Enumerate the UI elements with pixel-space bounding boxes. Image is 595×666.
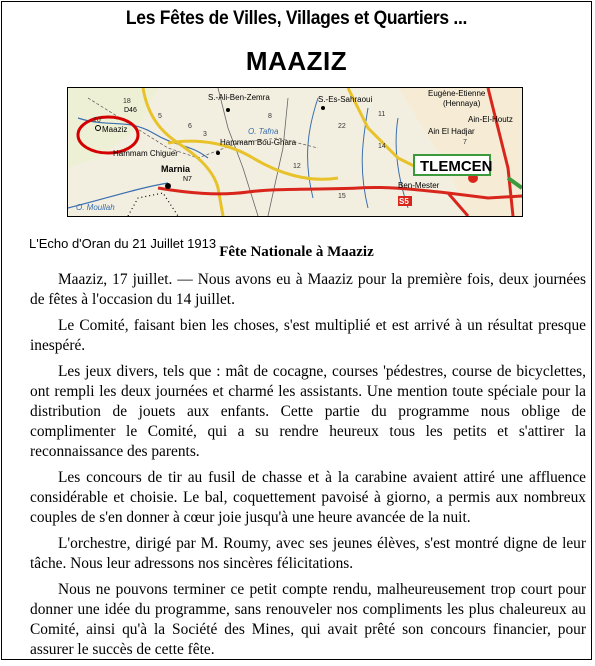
label-ben-mester: Ben-Mester bbox=[398, 181, 440, 190]
paragraph: Le Comité, faisant bien les choses, s'est multiplié et est arrivé à un résultat presque inespéré. bbox=[30, 317, 586, 354]
label-tafna: O. Tafna bbox=[248, 127, 279, 136]
page-title: MAAZIZ bbox=[245, 46, 348, 76]
paragraph: Nous ne pouvons terminer ce petit compte rendu, malheureusement trop court pour donner une idée du programme, sans renouveler nos compliments les plus chaleureux au Comité, ainsi qu'à la Société des Mines, qui avait prêté son concours financier, pour assurer le succès de cette fête. bbox=[30, 581, 586, 658]
paragraph: Les concours de tir au fusil de chasse et à la carabine avaient attiré une affluence considérable et choisie. Le bal, coquettement pavoisé à giorno, a permis aux nombreux couples de s'en donner à cœur joie jusqu'à une heure avancée de la nuit. bbox=[30, 469, 586, 526]
map-svg bbox=[68, 88, 522, 216]
label-tlemcen: TLEMCEN bbox=[420, 158, 493, 175]
marnia-marker bbox=[165, 183, 171, 189]
label-moulah: O. Moullah bbox=[76, 203, 115, 212]
label-marnia: Marnia bbox=[161, 164, 191, 174]
km-number: 15 bbox=[338, 193, 346, 200]
paragraph: L'orchestre, dirigé par M. Roumy, avec ses jeunes élèves, s'est montré digne de leur tâche. Nous leur adressons nos sincères félicitations. bbox=[30, 535, 586, 572]
km-number: 22 bbox=[338, 123, 346, 130]
ben-zemra-marker bbox=[226, 108, 230, 112]
km-number: 11 bbox=[378, 111, 386, 118]
source-line: L'Echo d'Oran du 21 Juillet 1913 bbox=[29, 236, 217, 251]
km-number: 10 bbox=[93, 117, 101, 124]
page-frame bbox=[1, 1, 592, 660]
label-es-sahraoui: S.-Es-Sahraoui bbox=[318, 95, 373, 104]
paragraph: Les jeux divers, tels que : mât de cocagne, courses 'pédestres, course de bicyclettes, ont rempli les deux journées et charmé les assistants. Une mention toute spéciale pour la distribution de jouets aux enfants. Cette partie du programme nous oblige de complimenter le Comité, qui a su rendre heureux tous les petits et s'attirer la reconnaissance des parents. bbox=[30, 363, 586, 460]
km-number: 14 bbox=[378, 143, 386, 150]
label-s5: S5 bbox=[399, 197, 409, 206]
km-number: 7 bbox=[463, 139, 467, 146]
km-number: 6 bbox=[188, 123, 192, 130]
article-body bbox=[30, 270, 586, 666]
km-number: 3 bbox=[203, 131, 207, 138]
label-n7: N7 bbox=[183, 176, 192, 183]
map-image bbox=[67, 87, 523, 217]
bou-ghara-marker bbox=[216, 151, 220, 155]
article-title: Fête Nationale à Maaziz bbox=[219, 244, 374, 260]
series-title: Les Fêtes de Villes, Villages et Quartiers ... bbox=[125, 8, 468, 29]
label-ben-zemra: S.-Ali-Ben-Zemra bbox=[208, 93, 270, 102]
km-number: 5 bbox=[158, 113, 162, 120]
label-hammam: Hammam Bou-Ghara bbox=[220, 138, 297, 147]
label-eugene: Eugène-Etienne bbox=[428, 89, 486, 98]
paragraph: Maaziz, 17 juillet. — Nous avons eu à Maaziz pour la première fois, deux journées de fêtes à l'occasion du 14 juillet. bbox=[30, 271, 586, 308]
label-hennaya: (Hennaya) bbox=[443, 99, 481, 108]
label-ain-el-houtz: Ain-El-Houtz bbox=[468, 115, 513, 124]
es-sahraoui-marker bbox=[321, 106, 325, 110]
km-number: 12 bbox=[293, 163, 301, 170]
label-maaziz: Maaziz bbox=[102, 125, 128, 134]
km-number: 18 bbox=[123, 98, 131, 105]
km-number: 8 bbox=[268, 113, 272, 120]
label-d46: D46 bbox=[124, 107, 137, 114]
label-ain-el-hadjar: Ain El Hadjar bbox=[428, 127, 475, 136]
label-chiguer: Hammam Chiguer bbox=[113, 149, 178, 158]
